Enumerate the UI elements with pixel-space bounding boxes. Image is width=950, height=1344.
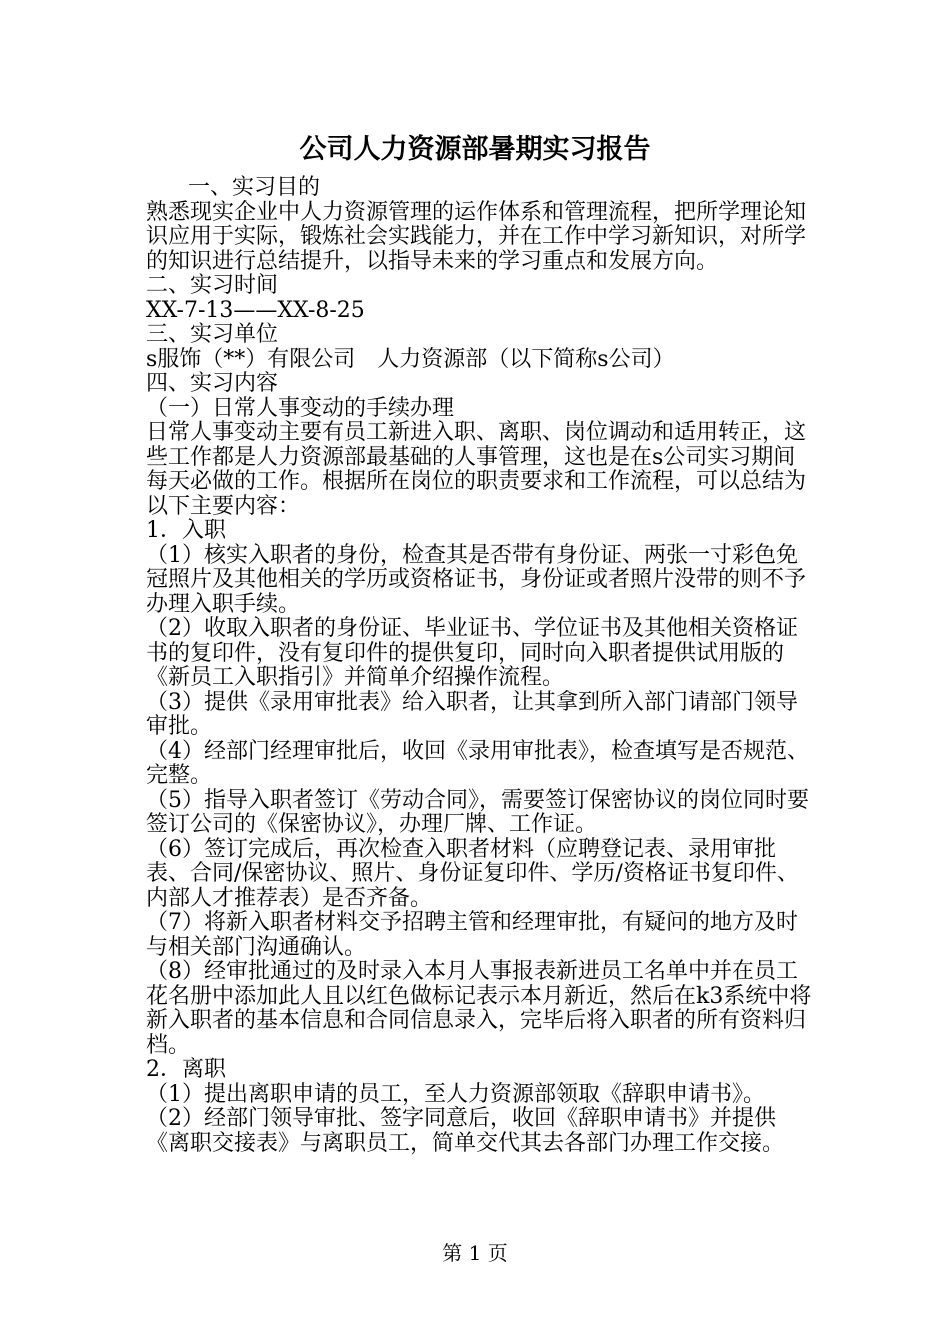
list-item: （3）提供《录用审批表》给入职者，让其拿到所入部门请部门领导审批。	[146, 689, 798, 739]
list-item: （7）将新入职者材料交予招聘主管和经理审批，有疑问的地方及时与相关部门沟通确认。	[146, 910, 798, 960]
list-item: （1）提出离职申请的员工，至人力资源部领取《辞职申请书》。	[146, 1081, 765, 1107]
list-item: （6）签订完成后，再次检查入职者材料（应聘登记表、录用审批表、合同/保密协议、照片、身份证复印件、学历/资格证书复印件、内部人才推荐表）是否齐备。	[146, 836, 799, 911]
document-body	[146, 176, 814, 1156]
item-heading-resignation: 2．离职	[146, 1057, 226, 1082]
paragraph: 日常人事变动主要有员工新进入职、离职、岗位调动和适用转正，这些工作都是人力资源部最基础的人事管理，这也是在s公司实习期间每天必做的工作。根据所在岗位的职责要求和工作流程，可以总结为以下主要内容：	[146, 420, 807, 519]
page-number: 第 1 页	[442, 1241, 508, 1265]
item-heading-onboarding: 1．入职	[146, 518, 226, 543]
list-item: （4）经部门经理审批后，收回《录用审批表》，检查填写是否规范、完整。	[146, 738, 809, 788]
section-heading-purpose: 一、实习目的	[188, 175, 321, 200]
list-item: （2）经部门领导审批、签字同意后，收回《辞职申请书》并提供《离职交接表》与离职员工，简单交代其去各部门办理工作交接。	[146, 1106, 785, 1156]
subsection-heading: （一）日常人事变动的手续办理	[146, 395, 455, 421]
list-item: （8）经审批通过的及时录入本月人事报表新进员工名单中并在员工花名册中添加此人且以红色做标记表示本月新近，然后在k3系统中将新入职者的基本信息和合同信息录入，完毕后将入职者的所有资料归档。	[146, 959, 812, 1058]
list-item: （5）指导入职者签订《劳动合同》，需要签订保密协议的岗位同时要签订公司的《保密协议》，办理厂牌、工作证。	[146, 787, 809, 837]
paragraph: 熟悉现实企业中人力资源管理的运作体系和管理流程，把所学理论知识应用于实际，锻炼社会实践能力，并在工作中学习新知识，对所学的知识进行总结提升，以指导未来的学习重点和发展方向。	[146, 199, 807, 274]
section-heading-content: 四、实习内容	[146, 371, 279, 396]
paragraph: s服饰（**）有限公司 人力资源部（以下简称s公司）	[146, 346, 675, 372]
list-item: （1）核实入职者的身份，检查其是否带有身份证、两张一寸彩色免冠照片及其他相关的学历或资格证书，身份证或者照片没带的则不予办理入职手续。	[146, 542, 807, 617]
section-heading-time: 二、实习时间	[146, 273, 279, 298]
paragraph: XX-7-13——XX-8-25	[146, 297, 365, 323]
list-item: （2）收取入职者的身份证、毕业证书、学位证书及其他相关资格证书的复印件，没有复印件的提供复印，同时向入职者提供试用版的《新员工入职指引》并简单介绍操作流程。	[146, 616, 798, 690]
section-heading-unit: 三、实习单位	[146, 322, 279, 347]
document-title: 公司人力资源部暑期实习报告	[299, 134, 651, 165]
